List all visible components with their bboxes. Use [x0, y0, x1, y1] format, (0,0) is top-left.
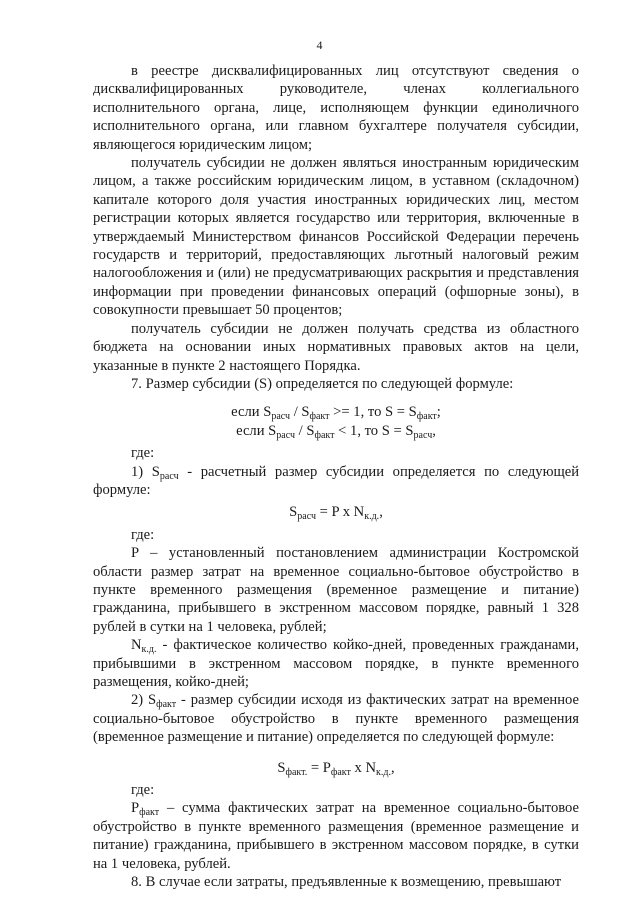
- paragraph-disqualified-persons: в реестре дисквалифицированных лиц отсутствуют сведения о дисквалифицированных руководителе, членах коллегиального исполнительного органа, лице, исполняющем функции единоличного исполнительного органа, или главном бухгалтере получателя субсидии, являющегося юридическим лицом;: [93, 63, 579, 153]
- formula-condition-2: если $S_{расч} / S_{факт} < 1$, то $S = S_{расч}$,: [236, 422, 436, 441]
- paragraph-item-7: 7. Размер субсидии (S) определяется по следующей формуле:: [131, 375, 514, 392]
- paragraph-other-funding: получатель субсидии не должен получать средства из областного бюджета на основании иных нормативных правовых актов на цели, указанные в пункте 2 настоящего Порядка.: [93, 320, 579, 374]
- where-label-3: где:: [131, 782, 155, 799]
- paragraph-actual-subsidy: 2) $S_{факт}$ - размер субсидии исходя из фактических затрат на временное социально-бытовое обустройство в пункте временного размещения (временное размещение и питание) определяется по следующей формуле:: [93, 692, 579, 746]
- paragraph-Pfact-definition: $P_{факт}$ – сумма фактических затрат на временное социально-бытовое обустройство в пункте временного размещения (временное размещение и питание) гражданина, прибывшего в экстренном массовом порядке, в сутки на 1 человека, рублей.: [93, 800, 579, 872]
- where-label-1: где:: [131, 445, 155, 462]
- formula-condition-block: [93, 403, 579, 440]
- where-label-2: где:: [131, 526, 155, 543]
- paragraph-foreign-entity: получатель субсидии не должен являться иностранным юридическим лицом, а также российским юридическим лицом, в уставном (складочном) капитале которого доля участия иностранных юридических лиц, местом регистрации которых является государство или территория, включенные в утверждаемый Министерством финансов Российской Федерации перечень государств и территорий, предоставляющих льготный налоговый режим налогообложения и (или) не предусматривающих раскрытия и представления информации при проведении финансовых операций (офшорные зоны), в совокупности превышает 50 процентов;: [93, 155, 579, 319]
- paragraph-N-definition: $N_{к.д.}$ - фактическое количество койко-дней, проведенных гражданами, прибывшими в экстренном массовом порядке, в пункте временного размещения, койко-дней;: [93, 637, 579, 690]
- formula-actual: $S_{факт.} = P_{факт}$ x $N_{к.д.}$,: [277, 759, 395, 778]
- document-body: [93, 62, 579, 891]
- formula-condition-1: если $S_{расч} / S_{факт} >= 1$, то $S = S_{факт}$;: [231, 404, 441, 423]
- paragraph-calc-subsidy: 1) $S_{расч}$ - расчетный размер субсидии определяется по следующей формуле:: [93, 463, 580, 498]
- paragraph-P-definition: P – установленный постановлением администрации Костромской области размер затрат на временное социально-бытовое обустройство в пункте временного размещения (временное размещение и питание) гражданина, прибывшего в экстренном массовом порядке, равный 1 328 рублей в сутки на 1 человека, рублей;: [93, 545, 579, 635]
- page-number: 4: [316, 38, 323, 52]
- formula-calc: $S_{расч} = P$ x $N_{к.д.}$,: [289, 504, 383, 523]
- paragraph-item-8: 8. В случае если затраты, предъявленные к возмещению, превышают: [131, 874, 562, 891]
